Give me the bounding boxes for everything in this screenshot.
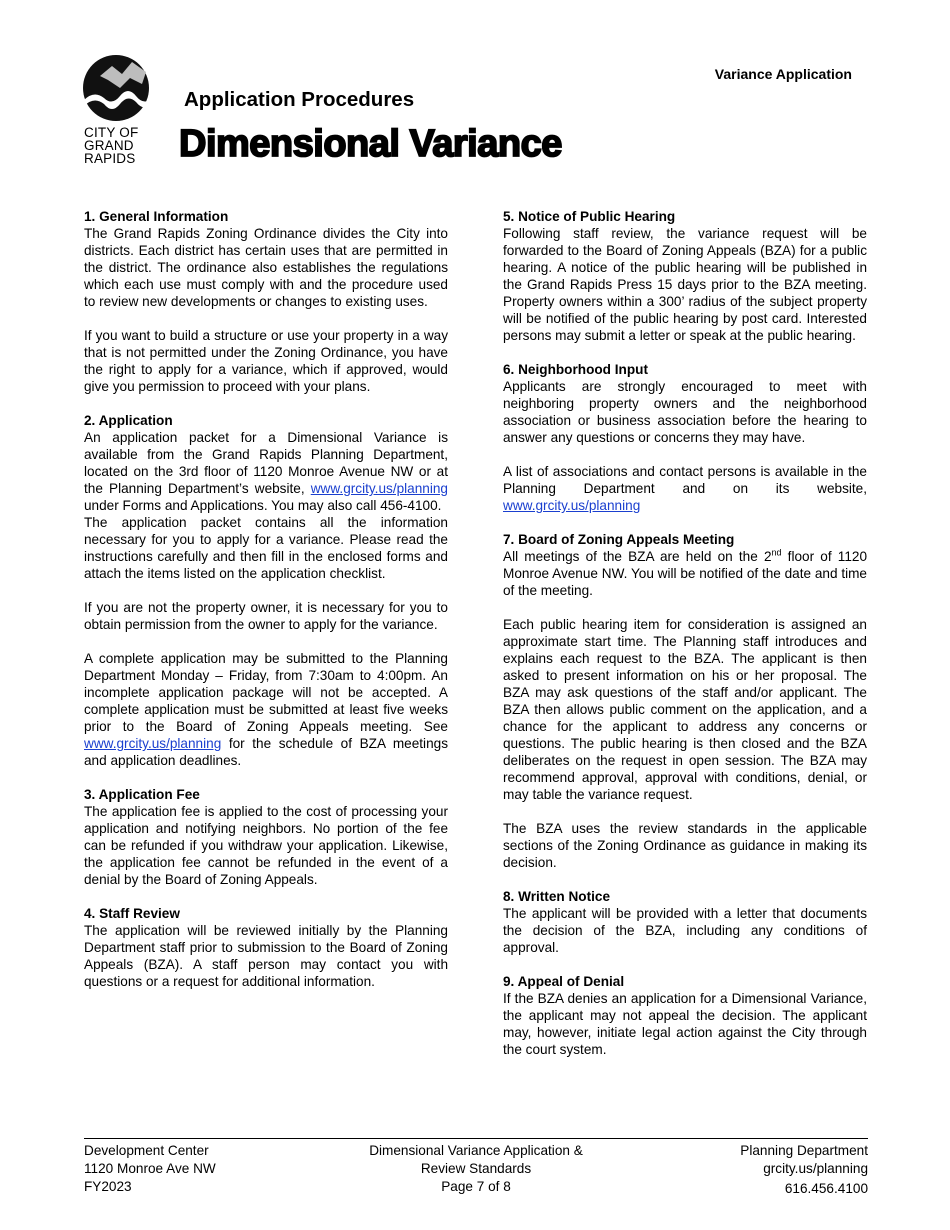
text: for the schedule of BZA meetings and application deadlines. bbox=[84, 736, 448, 768]
section-application-fee bbox=[84, 786, 448, 888]
section-written-notice bbox=[503, 888, 867, 956]
section-appeal-of-denial bbox=[503, 973, 867, 1058]
planning-website-link[interactable]: www.grcity.us/planning bbox=[310, 481, 448, 496]
left-column bbox=[84, 208, 448, 1007]
right-column bbox=[503, 208, 867, 1075]
paragraph: The application will be reviewed initially by the Planning Department staff prior to submission to the Board of Zoning Appeals (BZA). A staff person may contact you with questions or a request for additional information. bbox=[84, 923, 448, 989]
text: A list of associations and contact persons is available in the Planning Department and on its website, bbox=[503, 464, 867, 496]
section-bza-meeting bbox=[503, 531, 867, 871]
section-heading: 6. Neighborhood Input bbox=[503, 362, 648, 377]
footer-line-text: 1120 Monroe Ave NW bbox=[84, 1161, 216, 1176]
section-heading: 1. General Information bbox=[84, 209, 229, 224]
paragraph: Each public hearing item for consideration is assigned an approximate start time. The Planning staff introduces and explains each request to the BZA. The applicant is then asked to present information on his or her proposal. The BZA may ask questions of the staff and/or applicant. The BZA then allows public comment on the application, and a chance for the applicant to address any concerns or questions. The public hearing is then closed and the BZA deliberates on the request in open session. The BZA may recommend approval, approval with conditions, denial, or may table the variance request. bbox=[503, 617, 867, 802]
text: An application packet for a Dimensional Variance is available from the Grand Rapids Planning Department, located on the 3rd floor of 1120 Monroe Avenue NW or at the Planning Department’s website, bbox=[84, 430, 448, 496]
footer-left bbox=[84, 1142, 304, 1196]
paragraph: If the BZA denies an application for a Dimensional Variance, the applicant may not appeal the decision. The applicant may, however, initiate legal action against the City through the court system. bbox=[503, 991, 867, 1057]
footer-line-text: Planning Department bbox=[740, 1143, 868, 1158]
section-heading: 7. Board of Zoning Appeals Meeting bbox=[503, 532, 735, 547]
planning-website-link[interactable]: www.grcity.us/planning bbox=[84, 736, 222, 751]
superscript: nd bbox=[771, 547, 782, 558]
section-heading: 5. Notice of Public Hearing bbox=[503, 209, 676, 224]
section-neighborhood-input bbox=[503, 361, 867, 514]
logo-line: CITY OF bbox=[84, 125, 139, 140]
text: floor of 1120 Monroe Avenue NW. You will be notified of the date and time of the meeting. bbox=[503, 549, 868, 598]
footer-line-text: Dimensional Variance Application & bbox=[369, 1143, 583, 1158]
footer-line-text: FY2023 bbox=[84, 1179, 132, 1194]
footer-divider bbox=[84, 1138, 868, 1139]
page-number: Page 7 of 8 bbox=[441, 1179, 511, 1194]
footer-right bbox=[648, 1142, 868, 1198]
planning-website-link[interactable]: www.grcity.us/planning bbox=[503, 498, 641, 513]
footer-line-text: Review Standards bbox=[420, 1161, 532, 1176]
paragraph bbox=[84, 650, 448, 769]
section-general-information bbox=[84, 208, 448, 395]
text: under Forms and Applications. You may also call 456-4100. bbox=[84, 498, 442, 513]
footer-center bbox=[346, 1142, 606, 1196]
logo-wordmark bbox=[84, 126, 164, 165]
paragraph: If you are not the property owner, it is necessary for you to obtain permission from the owner to apply for the variance. bbox=[84, 600, 448, 632]
paragraph: The applicant will be provided with a letter that documents the decision of the BZA, including any conditions of approval. bbox=[503, 906, 867, 955]
page-title: Dimensional Variance bbox=[179, 123, 562, 165]
section-heading: 4. Staff Review bbox=[84, 906, 180, 921]
document-type-label: Variance Application bbox=[714, 66, 852, 82]
section-heading: 2. Application bbox=[84, 413, 173, 428]
paragraph: The application packet contains all the information necessary for you to apply for a variance. Please read the instructions carefully and then fill in the enclosed forms and attach the items listed on the application checklist. bbox=[84, 515, 448, 581]
footer-line-text: Development Center bbox=[84, 1143, 209, 1158]
section-staff-review bbox=[84, 905, 448, 990]
page-subtitle: Application Procedures bbox=[184, 88, 415, 111]
text: All meetings of the BZA are held on the 2 bbox=[503, 549, 772, 564]
section-heading: 3. Application Fee bbox=[84, 787, 200, 802]
paragraph: The Grand Rapids Zoning Ordinance divides the City into districts. Each district has certain uses that are permitted in the district. The ordinance also establishes the regulations which each use must comply with and the procedure used to review new developments or changes to existing uses. bbox=[84, 226, 448, 309]
paragraph: Applicants are strongly encouraged to meet with neighboring property owners and the neighborhood association or business association before the hearing to answer any questions or concerns they may have. bbox=[503, 379, 867, 445]
paragraph bbox=[503, 463, 867, 514]
paragraph: If you want to build a structure or use your property in a way that is not permitted under the Zoning Ordinance, you have the right to apply for a variance, which if approved, would give you permission to proceed with your plans. bbox=[84, 328, 448, 394]
section-heading: 8. Written Notice bbox=[503, 889, 611, 904]
paragraph: The application fee is applied to the cost of processing your application and notifying neighbors. No portion of the fee can be refunded if you withdraw your application. Likewise, the application fee cannot be refunded in the event of a denial by the Board of Zoning Appeals. bbox=[84, 804, 448, 887]
footer-line-text: grcity.us/planning bbox=[763, 1161, 868, 1176]
section-heading: 9. Appeal of Denial bbox=[503, 974, 625, 989]
section-application bbox=[84, 412, 448, 769]
paragraph bbox=[503, 548, 867, 599]
logo-line: RAPIDS bbox=[84, 151, 136, 166]
phone-number: 616.456.4100 bbox=[784, 1181, 868, 1196]
section-notice-public-hearing bbox=[503, 208, 867, 344]
text: A complete application may be submitted to the Planning Department Monday – Friday, from 7:30am to 4:00pm. An incomplete application package will not be accepted. A complete application must be submitted at least five weeks prior to the Board of Zoning Appeals meeting. See bbox=[84, 651, 448, 734]
paragraph: Following staff review, the variance request will be forwarded to the Board of Zoning Appeals (BZA) for a public hearing. A notice of the public hearing will be published in the Grand Rapids Press 15 days prior to the BZA meeting. Property owners within a 300’ radius of the subject property will be notified of the public hearing by post card. Interested persons may submit a letter or speak at the public hearing. bbox=[503, 226, 867, 343]
logo-line: GRAND bbox=[84, 138, 134, 153]
paragraph bbox=[84, 429, 448, 514]
paragraph: The BZA uses the review standards in the applicable sections of the Zoning Ordinance as guidance in making its decision. bbox=[503, 821, 867, 870]
